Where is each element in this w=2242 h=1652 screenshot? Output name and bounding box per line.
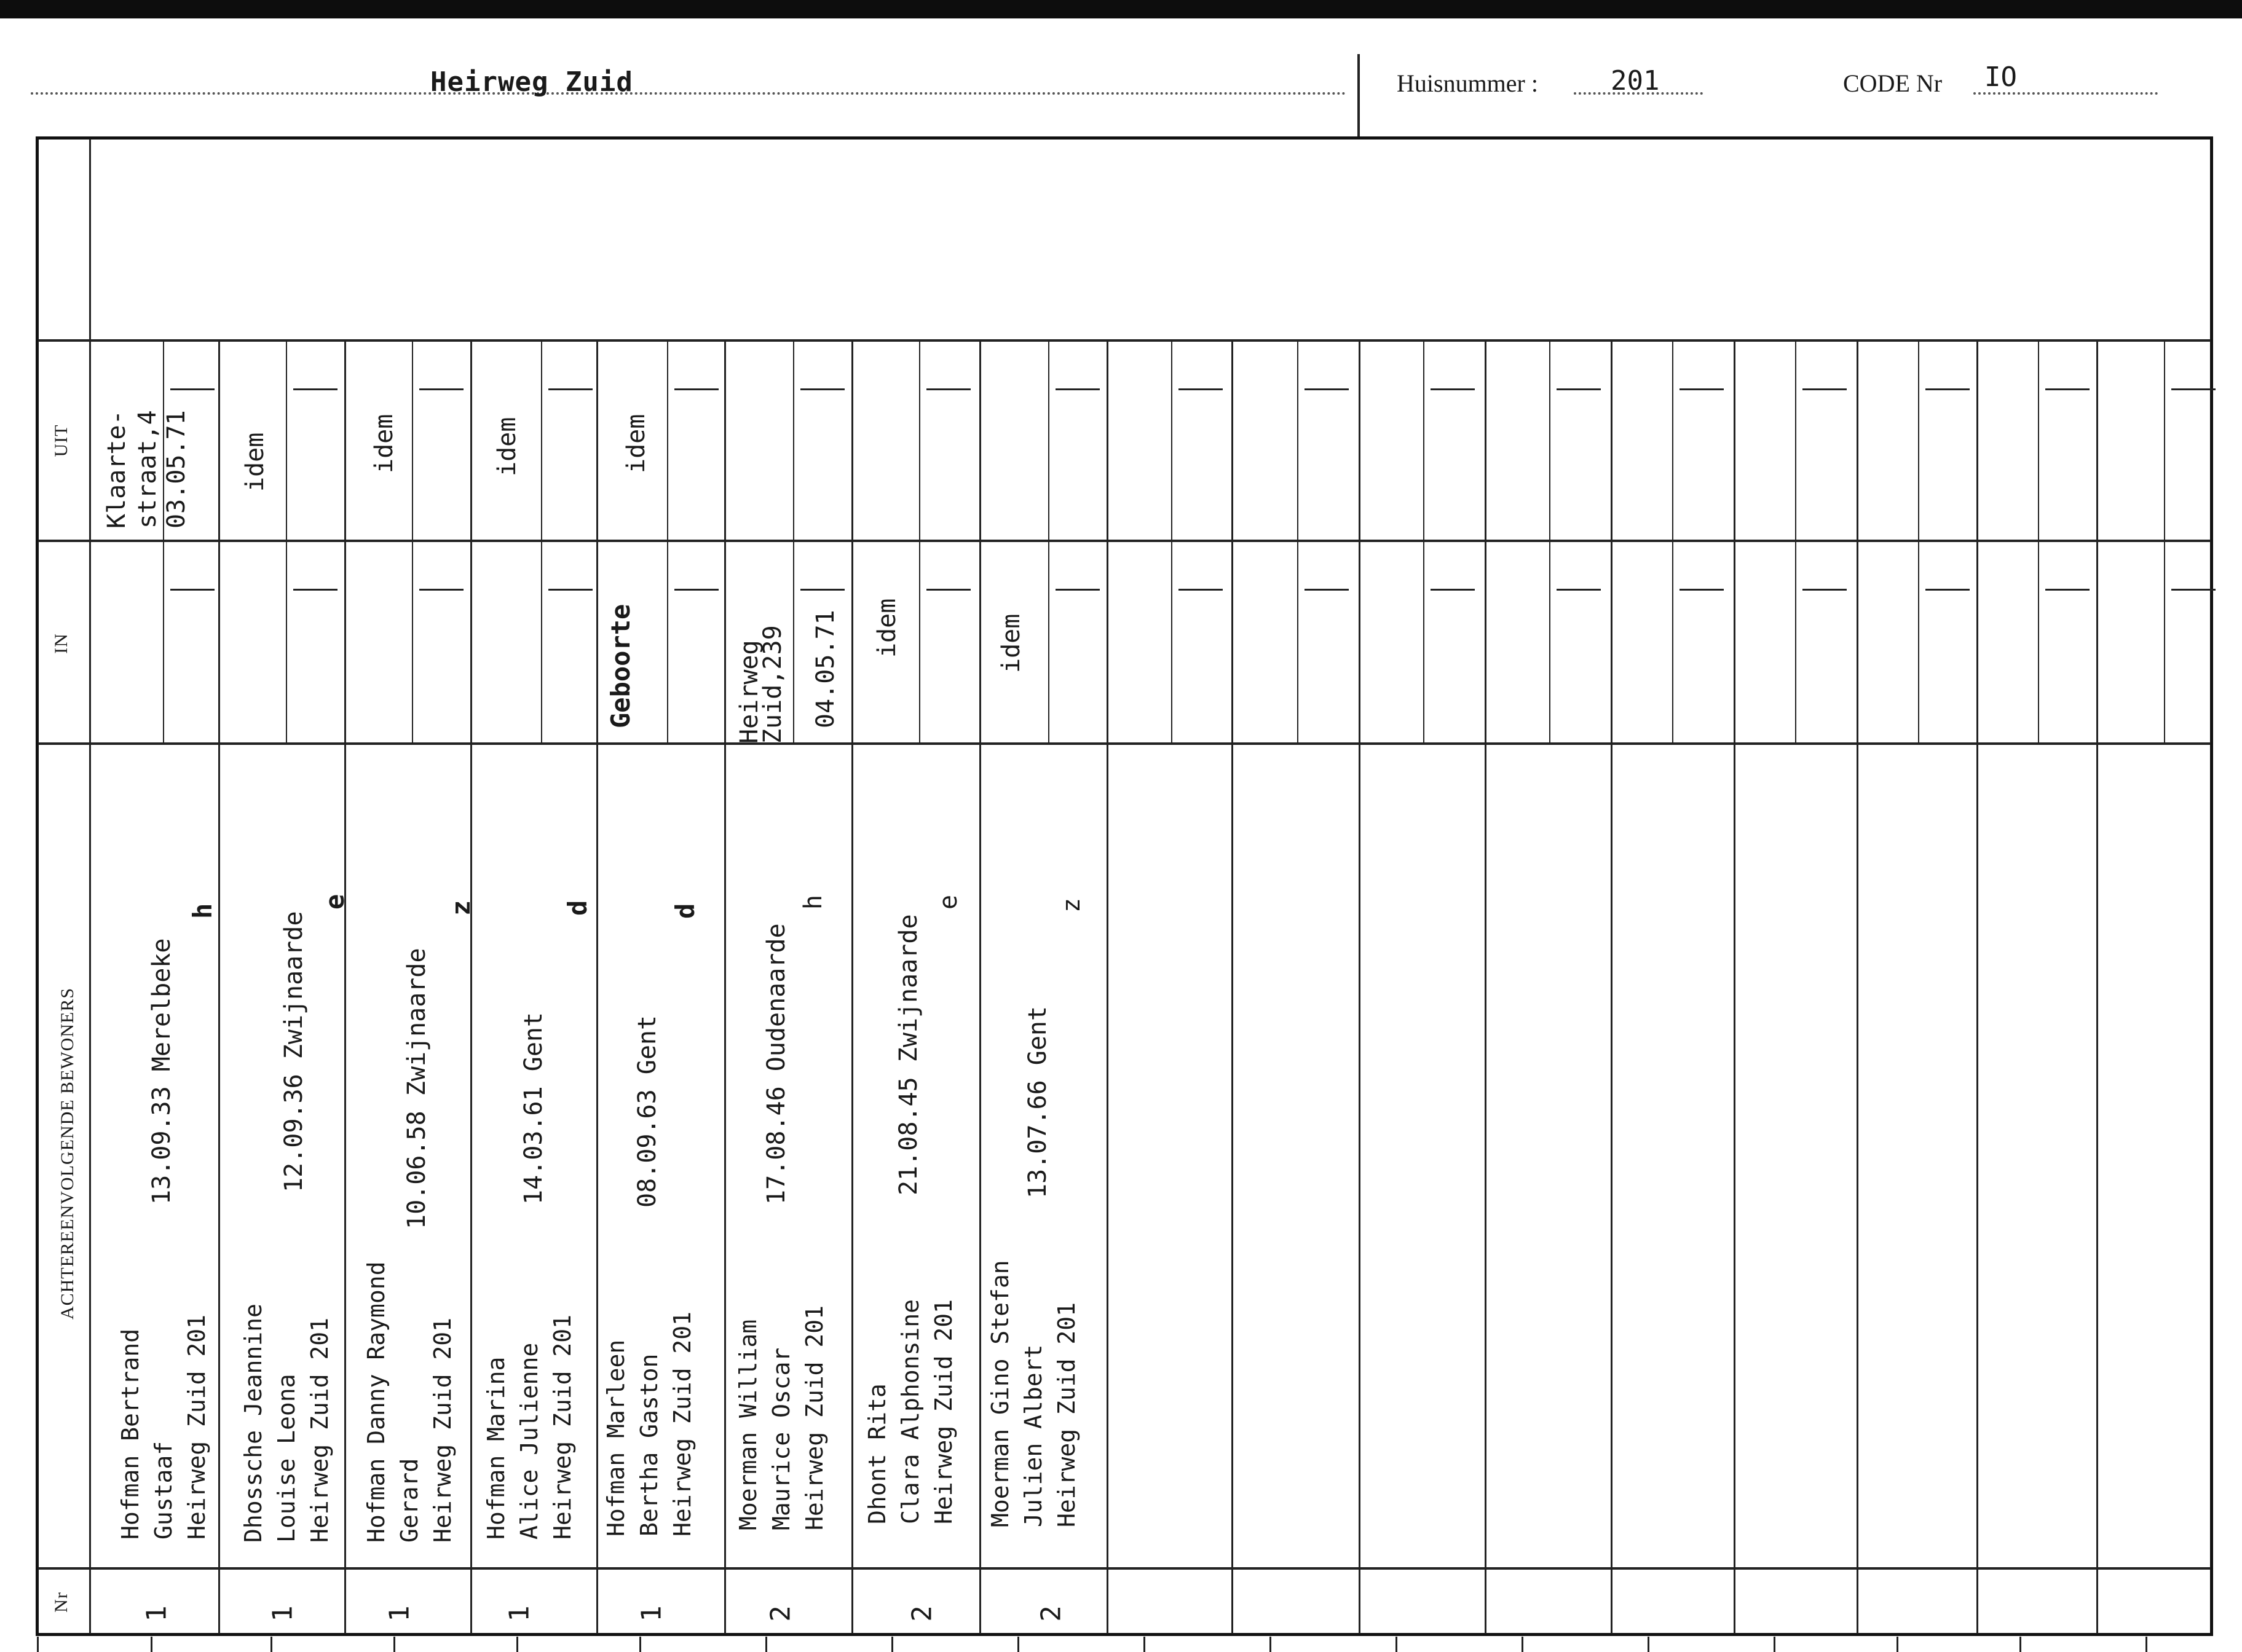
empty-cell-dash — [1680, 589, 1724, 591]
uit-text — [492, 417, 523, 476]
huisnummer-value: 201 — [1611, 65, 1660, 96]
empty-cell-dash — [419, 589, 464, 591]
birth-info: 13.09.33 Merelbeke — [148, 938, 176, 1205]
column-divider — [851, 339, 853, 1634]
sex-code: h — [187, 903, 218, 919]
uit-line: straat,4 — [133, 410, 162, 529]
rule-bewoners-nr — [38, 1567, 2211, 1570]
cell-subdivider — [1297, 540, 1298, 742]
rule-top-blank — [38, 339, 2211, 342]
household-nr: 1 — [503, 1605, 535, 1622]
empty-cell-dash — [800, 388, 845, 390]
uit-line: idem — [370, 414, 398, 473]
margin-tick — [2145, 1637, 2147, 1652]
rule-in-bewoners — [38, 742, 2211, 745]
column-divider — [596, 339, 598, 1634]
resident-given-names: Alice Julienne — [516, 1342, 543, 1540]
resident-given-names: Gustaaf — [150, 1441, 177, 1540]
uit-text — [101, 410, 163, 529]
column-divider — [1857, 339, 1858, 1634]
empty-cell-dash — [170, 589, 215, 591]
empty-cell-dash — [1925, 388, 1970, 390]
resident-given-names: Louise Leona — [273, 1374, 300, 1543]
cell-subdivider — [163, 540, 164, 742]
margin-tick — [1774, 1637, 1775, 1652]
uit-text — [240, 433, 270, 492]
empty-cell-dash — [1305, 589, 1349, 591]
rule-uit-in — [38, 540, 2211, 542]
street-dotted-line — [31, 92, 1346, 95]
cell-subdivider — [1048, 540, 1049, 742]
cell-subdivider — [1672, 540, 1673, 742]
household-nr: 2 — [765, 1605, 797, 1622]
margin-tick — [2019, 1637, 2021, 1652]
margin-tick — [1648, 1637, 1649, 1652]
margin-tick — [1269, 1637, 1271, 1652]
resident-address: Heirweg Zuid 201 — [549, 1314, 576, 1540]
household-nr: 1 — [141, 1605, 173, 1622]
resident-names — [480, 1315, 579, 1540]
margin-tick — [765, 1637, 767, 1652]
margin-tick — [270, 1637, 272, 1652]
column-divider — [218, 339, 220, 1634]
in-text: idem — [997, 613, 1025, 673]
huisnummer-label: Huisnummer : — [1397, 69, 1538, 97]
cell-subdivider — [793, 339, 794, 540]
resident-name: Hofman Danny Raymond — [363, 1261, 390, 1543]
birth-info: 21.08.45 Zwijnaarde — [894, 914, 923, 1195]
empty-cell-dash — [293, 388, 337, 390]
column-divider — [2096, 339, 2098, 1634]
resident-given-names: Julien Albert — [1020, 1344, 1047, 1527]
cell-subdivider — [412, 540, 413, 742]
household-nr: 1 — [267, 1605, 299, 1622]
birth-info: 17.08.46 Oudenaarde — [762, 923, 791, 1205]
resident-given-names: Gerard — [396, 1458, 423, 1543]
uit-text — [621, 414, 652, 473]
cell-subdivider — [1549, 540, 1550, 742]
code-value: IO — [1984, 61, 2017, 93]
empty-cell-dash — [926, 589, 971, 591]
resident-address: Heirweg Zuid 201 — [306, 1317, 333, 1543]
resident-address: Heirweg Zuid 201 — [183, 1314, 210, 1540]
birth-info: 12.09.36 Zwijnaarde — [280, 911, 308, 1192]
resident-names — [360, 1261, 459, 1543]
uit-line: Klaarte- — [103, 410, 131, 529]
resident-address: Heirweg Zuid 201 — [801, 1305, 828, 1530]
birth-info: 13.07.66 Gent — [1024, 1005, 1052, 1198]
empty-cell-dash — [1056, 589, 1100, 591]
empty-cell-dash — [1305, 388, 1349, 390]
birth-info: 08.09.63 Gent — [633, 1015, 661, 1208]
margin-tick — [37, 1637, 39, 1652]
empty-cell-dash — [2045, 589, 2090, 591]
column-divider — [1485, 339, 1486, 1634]
cell-subdivider — [412, 339, 413, 540]
cell-subdivider — [1423, 540, 1424, 742]
uit-line: idem — [622, 414, 650, 473]
margin-tick — [1395, 1637, 1397, 1652]
cell-subdivider — [667, 540, 668, 742]
margin-tick — [1143, 1637, 1145, 1652]
empty-cell-dash — [1680, 388, 1724, 390]
uit-date: 03.05.71 — [162, 410, 191, 529]
empty-cell-dash — [2171, 388, 2216, 390]
resident-address: Heirweg Zuid 201 — [930, 1299, 957, 1524]
resident-names — [114, 1315, 213, 1540]
empty-cell-dash — [1802, 388, 1847, 390]
header-divider — [1357, 54, 1360, 137]
in-text: Geboorte — [606, 604, 636, 728]
empty-cell-dash — [548, 589, 593, 591]
cell-subdivider — [667, 339, 668, 540]
scan-top-band — [0, 0, 2242, 18]
empty-cell-dash — [800, 589, 845, 591]
cell-subdivider — [1171, 339, 1172, 540]
resident-given-names: Maurice Oscar — [768, 1347, 795, 1530]
resident-names — [984, 1260, 1083, 1527]
cell-subdivider — [2038, 339, 2039, 540]
sex-code: e — [934, 894, 963, 910]
resident-name: Hofman Marleen — [602, 1339, 630, 1536]
empty-cell-dash — [1802, 589, 1847, 591]
cell-subdivider — [541, 339, 542, 540]
cell-subdivider — [1795, 339, 1796, 540]
uit-text — [369, 414, 400, 473]
sex-code: h — [799, 894, 827, 910]
household-nr: 1 — [636, 1605, 668, 1622]
empty-cell-dash — [1557, 589, 1601, 591]
resident-names — [237, 1304, 336, 1543]
household-nr: 2 — [906, 1605, 938, 1622]
cell-subdivider — [919, 540, 920, 742]
sex-code: z — [446, 900, 476, 916]
cell-subdivider — [1672, 339, 1673, 540]
resident-name: Hofman Bertrand — [117, 1328, 144, 1540]
birth-info: 10.06.58 Zwijnaarde — [403, 948, 431, 1229]
empty-cell-dash — [1178, 388, 1223, 390]
label-column-divider — [89, 139, 91, 1634]
empty-cell-dash — [1431, 388, 1475, 390]
empty-cell-dash — [170, 388, 215, 390]
margin-tick — [1897, 1637, 1898, 1652]
cell-subdivider — [2164, 339, 2165, 540]
uit-section-label: UIT — [51, 424, 71, 457]
column-divider — [1107, 339, 1108, 1634]
column-divider — [979, 339, 981, 1634]
column-divider — [344, 339, 346, 1634]
street-name: Heirweg Zuid — [430, 66, 633, 98]
empty-cell-dash — [674, 589, 719, 591]
sex-code: d — [670, 903, 700, 919]
cell-subdivider — [1795, 540, 1796, 742]
margin-tick — [516, 1637, 518, 1652]
empty-cell-dash — [1056, 388, 1100, 390]
empty-cell-dash — [1431, 589, 1475, 591]
margin-tick — [151, 1637, 152, 1652]
resident-address: Heirweg Zuid 201 — [669, 1311, 696, 1536]
cell-subdivider — [2038, 540, 2039, 742]
cell-subdivider — [541, 540, 542, 742]
sex-code: d — [562, 900, 593, 916]
column-divider — [1976, 339, 1978, 1634]
empty-cell-dash — [1925, 589, 1970, 591]
margin-tick — [639, 1637, 641, 1652]
resident-address: Heirweg Zuid 201 — [429, 1317, 456, 1543]
cell-subdivider — [1297, 339, 1298, 540]
empty-cell-dash — [293, 589, 337, 591]
in-date: 04.05.71 — [811, 610, 840, 728]
cell-subdivider — [2164, 540, 2165, 742]
sex-code: z — [1057, 897, 1086, 913]
code-label: CODE Nr — [1843, 69, 1943, 97]
cell-subdivider — [1048, 339, 1049, 540]
empty-cell-dash — [1557, 388, 1601, 390]
in-text: idem — [873, 598, 901, 658]
resident-address: Heirweg Zuid 201 — [1053, 1302, 1080, 1527]
cell-subdivider — [286, 540, 287, 742]
uit-line: idem — [493, 417, 521, 476]
cell-subdivider — [919, 339, 920, 540]
column-divider — [1734, 339, 1735, 1634]
nr-section-label: Nr — [51, 1592, 71, 1613]
in-section-label: IN — [51, 633, 71, 654]
margin-tick — [393, 1637, 395, 1652]
margin-tick — [1017, 1637, 1019, 1652]
birth-info: 14.03.61 Gent — [519, 1012, 548, 1205]
resident-names — [861, 1299, 960, 1524]
sex-code: e — [320, 894, 350, 910]
column-divider — [1611, 339, 1612, 1634]
cell-subdivider — [1549, 339, 1550, 540]
in-text: Heirweg Zuid,239 — [735, 625, 787, 744]
empty-cell-dash — [2045, 388, 2090, 390]
cell-subdivider — [1918, 339, 1919, 540]
empty-cell-dash — [548, 388, 593, 390]
resident-name: Moerman William — [735, 1319, 762, 1530]
column-divider — [724, 339, 726, 1634]
margin-tick — [891, 1637, 893, 1652]
column-divider — [470, 339, 472, 1634]
uit-line: idem — [241, 432, 269, 492]
resident-given-names: Clara Alphonsine — [897, 1299, 924, 1524]
margin-tick — [1522, 1637, 1523, 1652]
cell-subdivider — [793, 540, 794, 742]
empty-cell-dash — [926, 388, 971, 390]
cell-subdivider — [1918, 540, 1919, 742]
household-nr: 1 — [384, 1605, 416, 1622]
bewoners-section-label: ACHTEREENVOLGENDE BEWONERS — [57, 987, 77, 1320]
empty-cell-dash — [674, 388, 719, 390]
empty-cell-dash — [1178, 589, 1223, 591]
resident-name: Dhont Rita — [864, 1383, 891, 1524]
resident-given-names: Bertha Gaston — [636, 1353, 663, 1536]
column-divider — [1231, 339, 1233, 1634]
household-nr: 2 — [1035, 1605, 1067, 1622]
resident-name: Hofman Marina — [483, 1356, 510, 1540]
resident-name: Dhossche Jeannine — [240, 1304, 267, 1543]
resident-names — [599, 1312, 699, 1536]
column-divider — [1359, 339, 1360, 1634]
resident-names — [732, 1305, 831, 1530]
empty-cell-dash — [2171, 589, 2216, 591]
cell-subdivider — [286, 339, 287, 540]
empty-cell-dash — [419, 388, 464, 390]
cell-subdivider — [1423, 339, 1424, 540]
resident-name: Moerman Gino Stefan — [987, 1260, 1014, 1527]
cell-subdivider — [1171, 540, 1172, 742]
